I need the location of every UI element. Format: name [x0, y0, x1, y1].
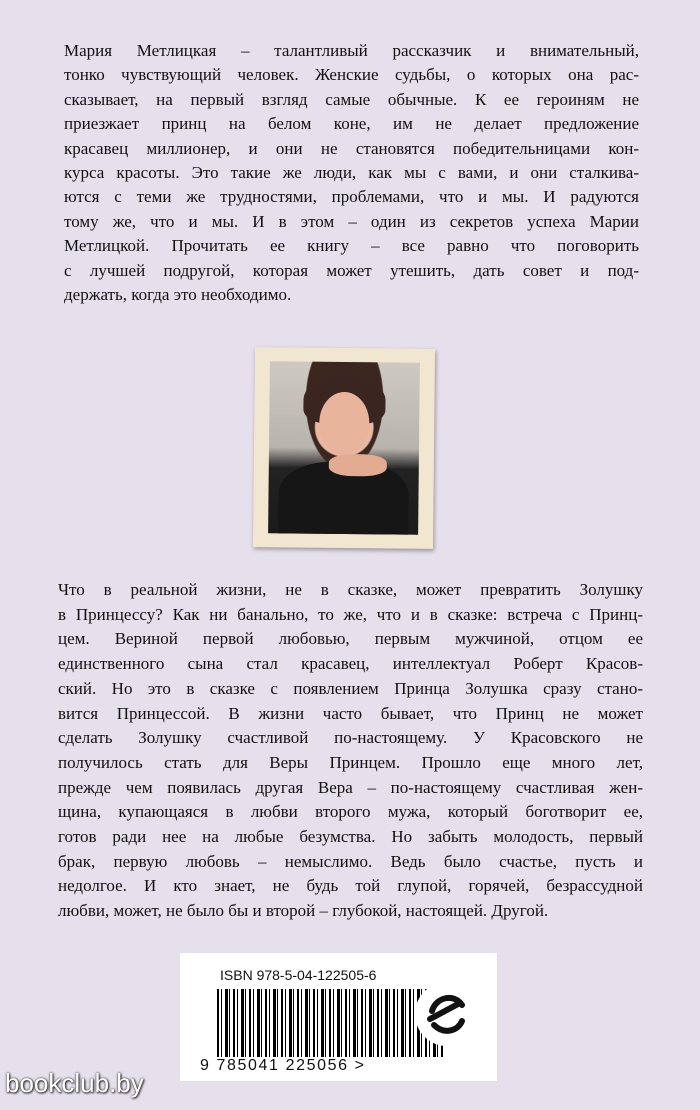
barcode-number: 9 785041 225056 >	[200, 1057, 366, 1074]
annotation-line: брак, первую любовь – немыслимо. Ведь было счастье, пусть и	[58, 851, 643, 871]
blurb-line: Метлицкой. Прочитать ее книгу – все равно что поговорить	[64, 236, 639, 256]
author-photo	[268, 361, 420, 535]
blurb-line: тому же, что и мы. И в этом – один из секретов успеха Марии	[64, 211, 639, 231]
annotation-line: Что в реальной жизни, не в сказке, может превратить Золушку	[58, 580, 643, 599]
eksmo-logo-icon	[414, 981, 480, 1047]
annotation-line: цем. Вериной первой любовью, первым мужчиной, отцом ее	[58, 629, 643, 649]
annotation-line: любви, может, не было бы и второй – глубокой, настоящей. Другой.	[58, 901, 549, 921]
blurb-line: с лучшей подругой, которая может утешить, дать совет и под-	[64, 260, 639, 280]
watermark-text: bookclub.by	[5, 1068, 144, 1098]
blurb-line: курса красоты. Это такие же люди, как мы с вами, и они сталкива-	[64, 163, 639, 183]
blurb-line: ются с теми же трудностями, проблемами, что и мы. И радуются	[64, 187, 639, 207]
annotation-line: единственного сына стал красавец, интеллектуал Роберт Красов-	[58, 654, 643, 674]
annotation-line: вится Принцессой. В жизни часто бывает, что Принц не может	[58, 703, 643, 723]
annotation-line: сделать Золушку счастливой по-настоящему. У Красовского не	[58, 728, 643, 748]
barcode-bars	[217, 989, 445, 1057]
book-annotation	[58, 578, 643, 924]
author-blurb	[64, 39, 639, 307]
blurb-line: красавец миллионер, и они не становятся победительницами кон-	[64, 138, 639, 158]
annotation-line: щина, купающаяся в любви второго мужа, который боготворит ее,	[58, 802, 643, 822]
blurb-line: сказывает, на первый взгляд самые обычные. К ее героиням не	[64, 89, 639, 109]
annotation-line: готов ради нее на любые безумства. Но забыть молодость, первый	[58, 827, 643, 847]
annotation-line: прежде чем появилась другая Вера – по-настоящему счастливая жен-	[58, 777, 643, 797]
annotation-line: ский. Но это в сказке с появлением Принца Золушка сразу стано-	[58, 678, 643, 698]
annotation-line: в Принцессу? Как ни банально, то же, что и в сказке: встреча с Принц-	[58, 604, 643, 624]
annotation-line: недолгое. И кто знает, не будь той глупой, горячей, безрассудной	[58, 876, 643, 896]
blurb-line: приезжает принц на белом коне, им не делает предложение	[64, 114, 639, 134]
blurb-line: Мария Метлицкая – талантливый рассказчик и внимательный,	[64, 41, 639, 60]
isbn-label: ISBN 978-5-04-122505-6	[220, 967, 377, 983]
author-photo-frame	[253, 347, 435, 549]
annotation-line: получилось стать для Веры Принцем. Прошло еще много лет,	[58, 752, 643, 772]
blurb-line: держать, когда это необходимо.	[64, 285, 292, 305]
blurb-line: тонко чувствующий человек. Женские судьбы, о которых она рас-	[64, 65, 639, 85]
